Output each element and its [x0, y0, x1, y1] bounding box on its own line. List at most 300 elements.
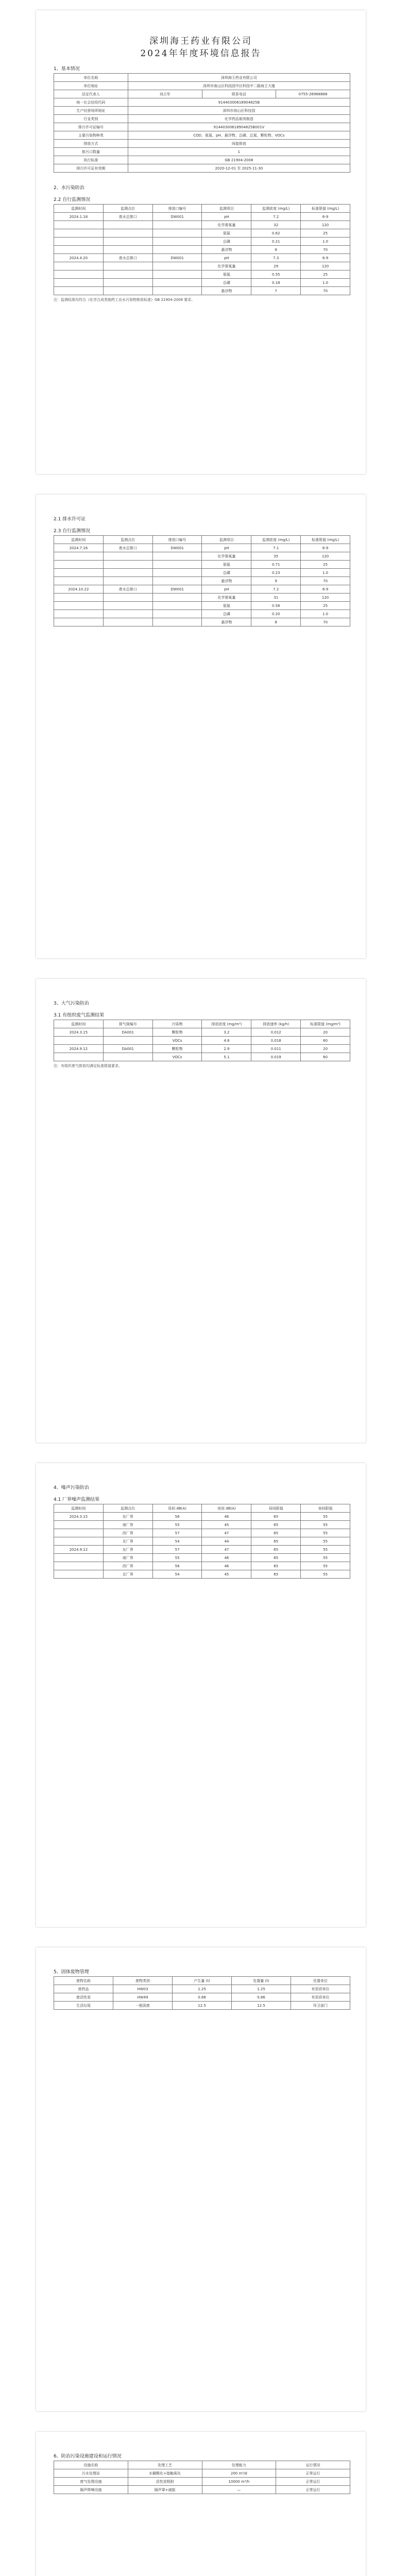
table-header-cell: 监测时间	[54, 1020, 104, 1028]
table-cell: 1.0	[301, 569, 350, 577]
table-cell: 2024.9.12	[54, 1045, 104, 1053]
table-cell	[54, 229, 104, 238]
table-row	[54, 287, 350, 295]
table-cell: 废活性炭	[54, 1993, 113, 2002]
table-row	[54, 107, 350, 115]
table-cell: 65	[251, 1562, 301, 1570]
ww-note: 注：监测结果均符合《化学合成类制药工业水污染物排放标准》GB 21904-2008 要求。	[54, 298, 195, 302]
table-cell	[152, 618, 202, 626]
table-cell: 化学需氧量	[202, 221, 251, 229]
table-cell: 32	[251, 221, 301, 229]
table-header-cell: 设施名称	[54, 2461, 128, 2469]
table-cell	[152, 279, 202, 287]
table-cell: 120	[301, 552, 350, 561]
table-cell: 西厂界	[103, 1562, 152, 1570]
section-air: 3、大气污染防治	[54, 1001, 89, 1006]
table-header-cell: 废物名称	[54, 1977, 113, 1985]
table-cell: 7	[251, 287, 301, 295]
table-row	[54, 1028, 350, 1037]
table-cell: 执行标准	[54, 156, 128, 164]
table-cell: 正常运行	[276, 2486, 350, 2494]
table-cell: 46	[202, 1554, 251, 1562]
table-cell: 200 m³/d	[202, 2469, 276, 2478]
table-cell	[54, 552, 104, 561]
table-cell: 2024.3.15	[54, 1028, 104, 1037]
table-row	[54, 602, 350, 610]
table-cell	[103, 602, 152, 610]
table-header-cell: 处置量 (t)	[232, 1977, 291, 1985]
table-cell: 法定代表人	[54, 90, 128, 98]
table-cell: 0.62	[251, 229, 301, 238]
table-cell	[54, 270, 104, 279]
table-cell: 47	[202, 1546, 251, 1554]
table-cell: 120	[301, 221, 350, 229]
table-cell: 水解酸化+接触氧化	[128, 2469, 202, 2478]
table-row	[54, 279, 350, 287]
table-row	[54, 585, 350, 594]
table-cell: pH	[202, 213, 251, 221]
table-cell: —	[202, 2486, 276, 2494]
table-cell: 刘占军	[128, 90, 202, 98]
table-cell	[54, 1521, 104, 1529]
table-header-cell: 处置单位	[291, 1977, 350, 1985]
table-cell	[54, 1037, 104, 1045]
table-cell: VOCs	[152, 1053, 202, 1061]
table-cell: 3.2	[202, 1028, 251, 1037]
table-cell: 隔声罩+减振	[128, 2486, 202, 2494]
section-ww-monitor: 2.2 自行监测情况	[54, 197, 91, 202]
table-cell: 1.0	[301, 279, 350, 287]
table-cell	[54, 594, 104, 602]
table-cell: 45	[202, 1521, 251, 1529]
table-header-cell: 处理工艺	[128, 2461, 202, 2469]
table-cell: 深圳海王药业有限公司	[128, 74, 350, 82]
section-facilities: 6、防治污染设施建设和运行情况	[54, 2454, 122, 2459]
section-ww-permit: 2.1 排水许可证	[54, 517, 86, 522]
table-header-cell: 监测点位	[103, 536, 152, 544]
table-cell: 联系电话	[202, 90, 276, 98]
table-cell: DW001	[152, 213, 202, 221]
table-row	[54, 1554, 350, 1562]
table-cell: pH	[202, 254, 251, 262]
solid-table	[54, 1976, 350, 2010]
table-cell: 环卫部门	[291, 2002, 350, 2010]
table-cell	[54, 569, 104, 577]
ww-table	[54, 204, 350, 295]
table-cell	[152, 229, 202, 238]
table-cell: 56	[152, 1562, 202, 1570]
table-cell: 0.71	[251, 561, 301, 569]
table-cell: 1.0	[301, 610, 350, 618]
table-cell: 排污许可证编号	[54, 123, 128, 131]
section-noise-monitor: 4.1 厂界噪声监测结果	[54, 1497, 100, 1502]
table-header-row	[54, 1977, 350, 1985]
table-cell	[103, 610, 152, 618]
table-cell: 65	[251, 1529, 301, 1537]
table-row	[54, 1546, 350, 1554]
table-cell	[54, 561, 104, 569]
table-cell	[103, 246, 152, 254]
table-row	[54, 569, 350, 577]
table-cell: 间接排放	[128, 140, 350, 148]
table-cell: 31	[251, 594, 301, 602]
table-cell: 0.018	[251, 1037, 301, 1045]
table-cell: 单位地址	[54, 82, 128, 90]
table-cell: 单位名称	[54, 74, 128, 82]
table-cell: 6-9	[301, 544, 350, 552]
table-cell: 2024.7.16	[54, 544, 104, 552]
table-row	[54, 82, 350, 90]
table-cell: 氨氮	[202, 270, 251, 279]
table-cell: 35	[251, 552, 301, 561]
table-cell	[152, 246, 202, 254]
table-header-cell: 监测时间	[54, 1504, 104, 1513]
table-cell: 55	[301, 1570, 350, 1579]
table-cell: 总磷	[202, 238, 251, 246]
table-header-cell: 排放浓度 (mg/m³)	[202, 1020, 251, 1028]
table-cell: 55	[301, 1554, 350, 1562]
table-cell: 6-9	[301, 585, 350, 594]
table-cell	[54, 1554, 104, 1562]
table-cell	[54, 1053, 104, 1061]
section-air-monitor: 3.1 有组织废气监测结果	[54, 1013, 105, 1018]
table-cell	[152, 221, 202, 229]
table-cell: 6-9	[301, 254, 350, 262]
table-cell: 深圳市南山区科技园中区科技中二路海王大厦	[128, 82, 350, 90]
table-cell: 2.9	[202, 1045, 251, 1053]
table-row	[54, 270, 350, 279]
table-cell: 北厂界	[103, 1570, 152, 1579]
table-cell: 0.21	[251, 238, 301, 246]
table-cell: 活性炭吸附	[128, 2478, 202, 2486]
sheet-6	[36, 2432, 366, 2576]
report-title: 2024年年度环境信息报告	[140, 48, 262, 59]
table-cell	[54, 610, 104, 618]
table-cell: 1.25	[232, 1985, 291, 1993]
table-cell: 20	[301, 1045, 350, 1053]
table-row	[54, 74, 350, 82]
table-cell	[54, 221, 104, 229]
table-cell: 70	[301, 287, 350, 295]
table-cell: 南厂界	[103, 1521, 152, 1529]
table-cell	[152, 594, 202, 602]
table-row	[54, 1521, 350, 1529]
table-cell: 91440300618904825B	[128, 98, 350, 107]
table-cell: 1	[128, 148, 350, 156]
table-cell: 颗粒物	[152, 1028, 202, 1037]
table-cell: 生产经营场所地址	[54, 107, 128, 115]
table-cell: 55	[152, 1521, 202, 1529]
table-cell: 0.011	[251, 1045, 301, 1053]
table-header-row	[54, 2461, 350, 2469]
table-cell: 54	[152, 1570, 202, 1579]
table-row	[54, 164, 350, 173]
table-cell: 1.0	[301, 238, 350, 246]
table-row	[54, 2486, 350, 2494]
table-cell: 统一社会信用代码	[54, 98, 128, 107]
section-basic: 1、基本情况	[54, 66, 80, 72]
table-cell	[152, 262, 202, 270]
table-cell	[54, 1570, 104, 1579]
table-cell: HW03	[113, 1985, 173, 1993]
table-cell: 0.23	[251, 569, 301, 577]
table-header-cell: 排气筒编号	[103, 1020, 152, 1028]
table-cell: pH	[202, 585, 251, 594]
table-cell	[103, 238, 152, 246]
table-cell	[54, 1537, 104, 1546]
table-cell: 70	[301, 618, 350, 626]
table-cell: 7.2	[251, 213, 301, 221]
section-waste-water: 2、水污染防治	[54, 185, 84, 191]
table-cell: 45	[202, 1570, 251, 1579]
table-cell: 25	[301, 602, 350, 610]
table-row	[54, 140, 350, 148]
table-cell: 悬浮物	[202, 577, 251, 585]
table-cell: 化学需氧量	[202, 594, 251, 602]
table-cell: 4.8	[202, 1037, 251, 1045]
table-cell: HW49	[113, 1993, 173, 2002]
table-cell: 56	[152, 1513, 202, 1521]
company-title: 深圳海王药业有限公司	[149, 36, 252, 46]
table-cell: 46	[202, 1513, 251, 1521]
table-cell	[54, 246, 104, 254]
table-header-cell: 昼间限值	[251, 1504, 301, 1513]
table-row	[54, 1993, 350, 2002]
table-cell: 0.86	[232, 1993, 291, 2002]
table-row	[54, 1037, 350, 1045]
table-cell: 2024.3.15	[54, 1513, 104, 1521]
table-row	[54, 229, 350, 238]
table-row	[54, 552, 350, 561]
section-noise: 4、噪声污染防治	[54, 1485, 89, 1490]
table-row	[54, 123, 350, 131]
table-cell: 2024.1.18	[54, 213, 104, 221]
table-row	[54, 2469, 350, 2478]
table-cell: 54	[152, 1537, 202, 1546]
table-cell	[54, 618, 104, 626]
table-cell: 悬浮物	[202, 618, 251, 626]
table-cell: 西厂界	[103, 1529, 152, 1537]
table-cell: 7.3	[251, 254, 301, 262]
table-cell: 2024.9.12	[54, 1546, 104, 1554]
table-cell: 60	[301, 1053, 350, 1061]
table-cell	[103, 221, 152, 229]
table-cell: 120	[301, 594, 350, 602]
table-cell	[103, 270, 152, 279]
table-cell: 总磷	[202, 279, 251, 287]
table-cell: 0.019	[251, 1053, 301, 1061]
air-note: 注：有组织废气排放均满足标准限值要求。	[54, 1064, 122, 1068]
table-cell: 南厂界	[103, 1554, 152, 1562]
table-cell: 一般固废	[113, 2002, 173, 2010]
table-row	[54, 618, 350, 626]
table-cell: 91440300618904825B001V	[128, 123, 350, 131]
table-cell	[54, 238, 104, 246]
table-header-cell: 废物类别	[113, 1977, 173, 1985]
table-header-cell: 监测项目	[202, 536, 251, 544]
table-cell: 悬浮物	[202, 246, 251, 254]
table-header-cell: 夜间限值	[301, 1504, 350, 1513]
table-header-cell: 监测浓度 (mg/L)	[251, 536, 301, 544]
table-cell	[54, 287, 104, 295]
table-cell: 废药品	[54, 1985, 113, 1993]
table-cell: 氨氮	[202, 229, 251, 238]
table-row	[54, 148, 350, 156]
table-cell: 氨氮	[202, 561, 251, 569]
table-row	[54, 246, 350, 254]
table-header-cell: 监测浓度 (mg/L)	[251, 205, 301, 213]
table-cell: 北厂界	[103, 1537, 152, 1546]
table-row	[54, 594, 350, 602]
table-header-cell: 运行情况	[276, 2461, 350, 2469]
table-header-cell: 监测项目	[202, 205, 251, 213]
table-cell: 25	[301, 270, 350, 279]
table-cell	[103, 618, 152, 626]
table-cell: VOCs	[152, 1037, 202, 1045]
table-header-cell: 监测点位	[103, 205, 152, 213]
table-row	[54, 1529, 350, 1537]
table-row	[54, 221, 350, 229]
table-header-cell: 排放速率 (kg/h)	[251, 1020, 301, 1028]
noise-table	[54, 1504, 350, 1579]
table-header-cell: 产生量 (t)	[173, 1977, 232, 1985]
table-cell	[152, 610, 202, 618]
ww-table-2	[54, 535, 350, 626]
table-header-row	[54, 1504, 350, 1513]
table-cell: 57	[152, 1529, 202, 1537]
table-cell: 70	[301, 246, 350, 254]
table-row	[54, 1562, 350, 1570]
table-cell: 8	[251, 618, 301, 626]
table-cell	[152, 270, 202, 279]
table-cell	[103, 552, 152, 561]
table-cell: 东厂界	[103, 1513, 152, 1521]
table-cell	[152, 561, 202, 569]
table-cell: 有资质单位	[291, 1985, 350, 1993]
table-cell: 废水总排口	[103, 585, 152, 594]
table-row	[54, 1045, 350, 1053]
table-cell: 65	[251, 1521, 301, 1529]
table-header-cell: 监测时间	[54, 205, 104, 213]
table-row	[54, 2002, 350, 2010]
table-cell	[103, 561, 152, 569]
table-cell: 生活垃圾	[54, 2002, 113, 2010]
table-cell: 12.5	[173, 2002, 232, 2010]
table-cell: 65	[251, 1513, 301, 1521]
table-cell: 排污许可证有效期	[54, 164, 128, 173]
table-cell	[54, 1562, 104, 1570]
table-cell	[54, 279, 104, 287]
table-header-cell: 昼间 dB(A)	[152, 1504, 202, 1513]
table-cell: 有资质单位	[291, 1993, 350, 2002]
table-cell: 行业类别	[54, 115, 128, 123]
table-cell: DW001	[152, 544, 202, 552]
table-cell: 55	[301, 1562, 350, 1570]
table-cell: 70	[301, 577, 350, 585]
table-header-cell: 排放口编号	[152, 205, 202, 213]
table-cell: 55	[301, 1529, 350, 1537]
table-header-cell: 夜间 dB(A)	[202, 1504, 251, 1513]
table-row	[54, 1537, 350, 1546]
table-cell: 1.25	[173, 1985, 232, 1993]
table-cell: 深圳市南山区科技园	[128, 107, 350, 115]
table-cell: 46	[202, 1562, 251, 1570]
table-header-row	[54, 205, 350, 213]
table-row	[54, 131, 350, 140]
table-cell: 47	[202, 1529, 251, 1537]
table-cell: 55	[301, 1521, 350, 1529]
table-cell: 2024.10.22	[54, 585, 104, 594]
table-row	[54, 544, 350, 552]
table-row	[54, 2478, 350, 2486]
table-header-cell: 标准限值 (mg/L)	[301, 536, 350, 544]
table-cell	[103, 1037, 152, 1045]
sheet-2	[36, 495, 366, 958]
table-cell	[152, 287, 202, 295]
table-cell: 2020-12-01 至 2025-11-30	[128, 164, 350, 173]
table-cell: 排放方式	[54, 140, 128, 148]
table-header-row	[54, 1020, 350, 1028]
table-row	[54, 90, 350, 98]
table-cell: pH	[202, 544, 251, 552]
table-cell	[103, 569, 152, 577]
table-cell: 废气处理设施	[54, 2478, 128, 2486]
table-header-cell: 标准限值 (mg/L)	[301, 205, 350, 213]
facilities-table	[54, 2461, 350, 2494]
table-row	[54, 238, 350, 246]
table-cell	[152, 552, 202, 561]
table-cell	[103, 577, 152, 585]
table-row	[54, 98, 350, 107]
table-cell: 55	[301, 1537, 350, 1546]
table-cell: DW001	[152, 585, 202, 594]
table-cell: 29	[251, 262, 301, 270]
table-cell: 120	[301, 262, 350, 270]
table-cell: 20	[301, 1028, 350, 1037]
table-cell: 55	[301, 1546, 350, 1554]
table-cell: 10000 m³/h	[202, 2478, 276, 2486]
table-cell: 污水处理站	[54, 2469, 128, 2478]
table-cell: 12.5	[232, 2002, 291, 2010]
sheet-5	[36, 1947, 366, 2411]
table-cell: DA001	[103, 1045, 152, 1053]
table-row	[54, 115, 350, 123]
table-cell	[54, 262, 104, 270]
table-cell: 0755-26968888	[276, 90, 350, 98]
table-row	[54, 213, 350, 221]
sheet-4	[36, 1463, 366, 1927]
table-cell: DW001	[152, 254, 202, 262]
table-cell: 5.1	[202, 1053, 251, 1061]
table-row	[54, 577, 350, 585]
table-cell: 总磷	[202, 610, 251, 618]
table-cell: COD、氨氮、pH、悬浮物、总磷、总氮、颗粒物、VOCs	[128, 131, 350, 140]
table-cell	[103, 279, 152, 287]
table-cell: 7.2	[251, 585, 301, 594]
table-cell: 化学需氧量	[202, 552, 251, 561]
table-cell: 颗粒物	[152, 1045, 202, 1053]
table-header-cell: 标准限值 (mg/m³)	[301, 1020, 350, 1028]
table-cell: 57	[152, 1546, 202, 1554]
table-cell: 65	[251, 1546, 301, 1554]
table-cell	[152, 602, 202, 610]
table-cell	[103, 1053, 152, 1061]
table-cell: 正常运行	[276, 2478, 350, 2486]
table-cell: 正常运行	[276, 2469, 350, 2478]
air-table	[54, 1020, 350, 1061]
table-header-cell: 监测点位	[103, 1504, 152, 1513]
table-cell	[152, 238, 202, 246]
